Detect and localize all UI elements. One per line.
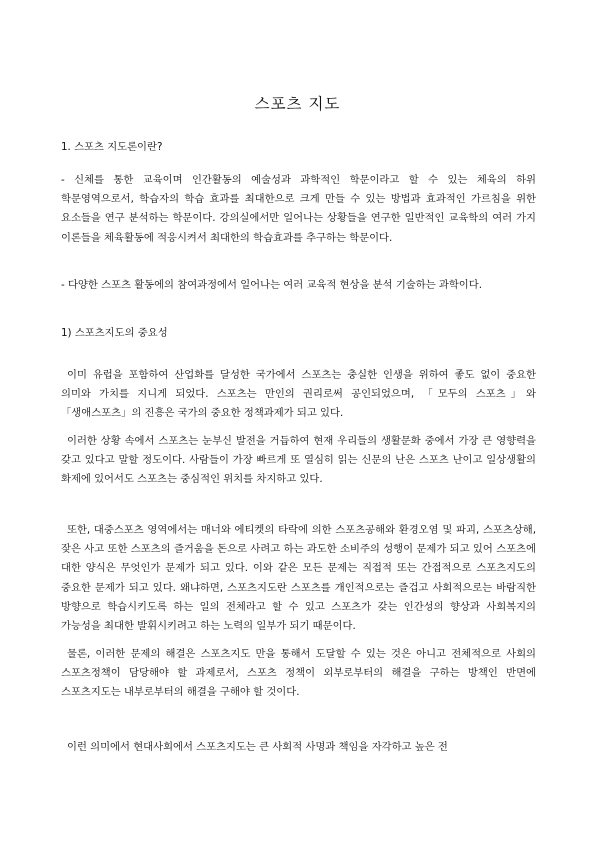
subsection-heading: 1) 스포츠지도의 중요성 <box>61 327 168 339</box>
body-paragraph-4: 물론, 이러한 문제의 해결은 스포츠지도 만을 통해서 도달할 수 있는 것은 아니고 전체적으로 사회의 스포츠정책이 담당해야 할 과제로서, 스포츠 정책이 외부로부터의 해결을 구하는 방책인 반면에 스포츠지도는 내부로부터의 해결을 구해야 할 것이다. <box>61 648 536 699</box>
body-paragraph-5: 이런 의미에서 현대사회에서 스포츠지도는 큰 사회적 사명과 책임을 자각하고 높은 전 <box>67 741 448 753</box>
definition-paragraph-2: - 다양한 스포츠 활동에의 참여과정에서 일어나는 여러 교육적 현상을 분석 기술하는 과학이다. <box>61 279 482 291</box>
definition-paragraph-1: - 신체를 통한 교육이며 인간활동의 예술성과 과학적인 학문이라고 할 수 있는 체육의 하위 학문영역으로서, 학습자의 학습 효과를 최대한으로 크게 만들 수 있는 방법과 효과적인 가르침을 위한 요소들을 연구 분석하는 학문이다. 강의실에서만 일어나는 상황들을 연구한 일반적인 교육학의 여러 가지 이론들을 체육활동에 적응시켜서 최대한의 학습효과를 추구하는 학문이다. <box>61 174 536 244</box>
body-paragraph-2: 이러한 상황 속에서 스포츠는 눈부신 발전을 거듭하여 현재 우리들의 생활문화 중에서 가장 큰 영향력을 갖고 있다고 말할 정도이다. 사람들이 가장 빠르게 또 열심히 읽는 신문의 난은 스포츠 난이고 일상생활의 화제에 있어서도 스포츠는 중심적인 위치를 차지하고 있다. <box>61 435 536 486</box>
body-paragraph-1: 이미 유럽을 포함하여 산업화를 달성한 국가에서 스포츠는 충실한 인생을 위하여 좋도 없이 중요한 의미와 가치를 지니게 되었다. 스포츠는 만인의 권리로써 공인되었으며, 「모두의 스포츠」와 「생애스포츠」의 진흥은 국가의 중요한 정책과제가 되고 있다. <box>61 369 536 420</box>
page-title: 스포츠 지도 <box>254 95 341 113</box>
section-heading: 1. 스포츠 지도론이란? <box>61 141 163 153</box>
body-paragraph-3: 또한, 대중스포츠 영역에서는 매너와 에티켓의 타락에 의한 스포츠공해와 환경오염 및 파괴, 스포츠상해, 잦은 사고 또한 스포츠의 즐거움을 돈으로 사려고 하는 과도한 소비주의 성행이 문제가 되고 있어 스포츠에 대한 양식은 무엇인가 문제가 되고 있다. 이와 같은 모든 문제는 직접적 또는 간접적으로 스포츠지도의 중요한 문제가 되고 있다. 왜냐하면, 스포츠지도란 스포츠를 개인적으로는 즐겁고 사회적으로는 바람직한 방향으로 학습시키도록 하는 일의 전체라고 할 수 있고 스포츠가 갖는 인간성의 향상과 사회복지의 가능성을 최대한 발휘시키려고 하는 노력의 일부가 되기 때문이다. <box>61 524 536 633</box>
